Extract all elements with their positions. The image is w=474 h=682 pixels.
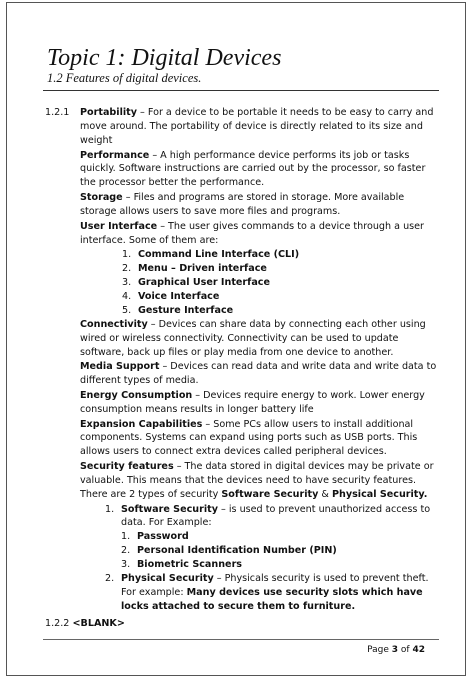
list-item: 3. Biometric Scanners [121,559,243,571]
media-support-paragraph [80,360,437,388]
user-interface-term: User Interface [80,220,158,232]
user-interface-text: – The user gives commands to a device through a user interface. Some of them are: [80,220,425,246]
performance-paragraph [80,149,437,191]
media-support-term: Media Support [80,361,160,373]
expansion-text: – Some PCs allow users to install additional components. Systems can expand using ports such as USB ports. This allows users to connect extra devices called peripheral devices. [80,418,418,458]
page-title: Topic 1: Digital Devices [47,45,282,71]
storage-text: – Files and programs are stored in storage. More available storage allows users to save more files and programs. [80,192,405,217]
expansion-paragraph [80,418,437,460]
section-1-2-1-continued [45,318,437,503]
user-interface-paragraph [80,220,437,248]
page-footer: Page 3 of 42 [367,645,425,655]
list-item: 1. Software Security – is used to prevent unauthorized access to data. For Example: [105,503,431,529]
list-item: 4. Voice Interface [122,290,220,302]
performance-text: – A high performance device performs its job or tasks quickly. Software instructions are carried out by the processor, so faster the processor better the performance. [80,149,426,189]
portability-text: – For a device to be portable it needs to be easy to carry and move around. The portability of device is directly related to its size and weight [80,107,434,146]
security-paragraph: Security features – The data stored in digital devices may be private or valuable. This means that the devices need to have security features. There are 2 types of security Software Security & Physical Security. [80,461,434,500]
connectivity-paragraph [80,318,437,360]
section-number: 1.2.1 [45,107,70,118]
list-item: 3. Graphical User Interface [122,277,270,289]
physical-security-term: Physical Security [121,573,214,585]
energy-text: – Devices require energy to work. Lower energy consumption means results in longer battery life [80,389,425,415]
list-item: 5. Gesture Interface [122,304,234,316]
software-security-examples [45,530,437,572]
energy-term: Energy Consumption [80,389,193,401]
security-text: – The data stored in digital devices may be private or valuable. This means that the devices need to have security features. There are 2 types of security [80,461,434,500]
storage-term: Storage [80,192,123,204]
security-list [45,503,437,531]
user-interface-list [45,248,437,318]
page-total: 42 [412,645,425,655]
expansion-term: Expansion Capabilities [80,418,203,430]
section-number: 1.2.2 [45,617,70,629]
section-1-2-1 [45,106,437,248]
media-support-text: – Devices can read data and write data and write data to different types of media. [80,361,437,387]
page-number: 3 [391,645,399,655]
list-item: 2. Physical Security – Physicals security is used to prevent theft. For example: Many devices use security slots which have locks attached to secure them to furniture. [105,573,429,612]
section-1-2-2 [45,617,437,631]
blank-placeholder: <BLANK> [72,617,125,629]
connectivity-text: – Devices can share data by connecting each other using wired or wireless connectivity. Connectivity can be used to update software, back up files or play media from one device to another. [80,318,426,358]
portability-paragraph [80,106,437,148]
physical-security-ref: Physical Security. [331,488,428,500]
security-term: Security features [80,461,174,473]
page-subtitle: 1.2 Features of digital devices. [47,71,202,85]
connectivity-term: Connectivity [80,318,148,330]
footer-rule [43,639,439,640]
header-rule [43,90,439,91]
storage-paragraph [80,191,437,219]
section-content [80,106,437,248]
list-item: 2. Menu – Driven interface [122,263,267,275]
list-item: 2. Personal Identification Number (PIN) [121,545,337,557]
portability-term: Portability [80,107,137,118]
software-security-term: Software Security [121,503,218,515]
document-page [6,2,466,676]
document-body [45,106,437,631]
performance-term: Performance [80,149,150,161]
software-security-ref: Software Security [221,488,319,500]
list-item: 1. Command Line Interface (CLI) [122,249,300,261]
list-item: 1. Password [121,531,189,543]
energy-paragraph [80,389,437,417]
